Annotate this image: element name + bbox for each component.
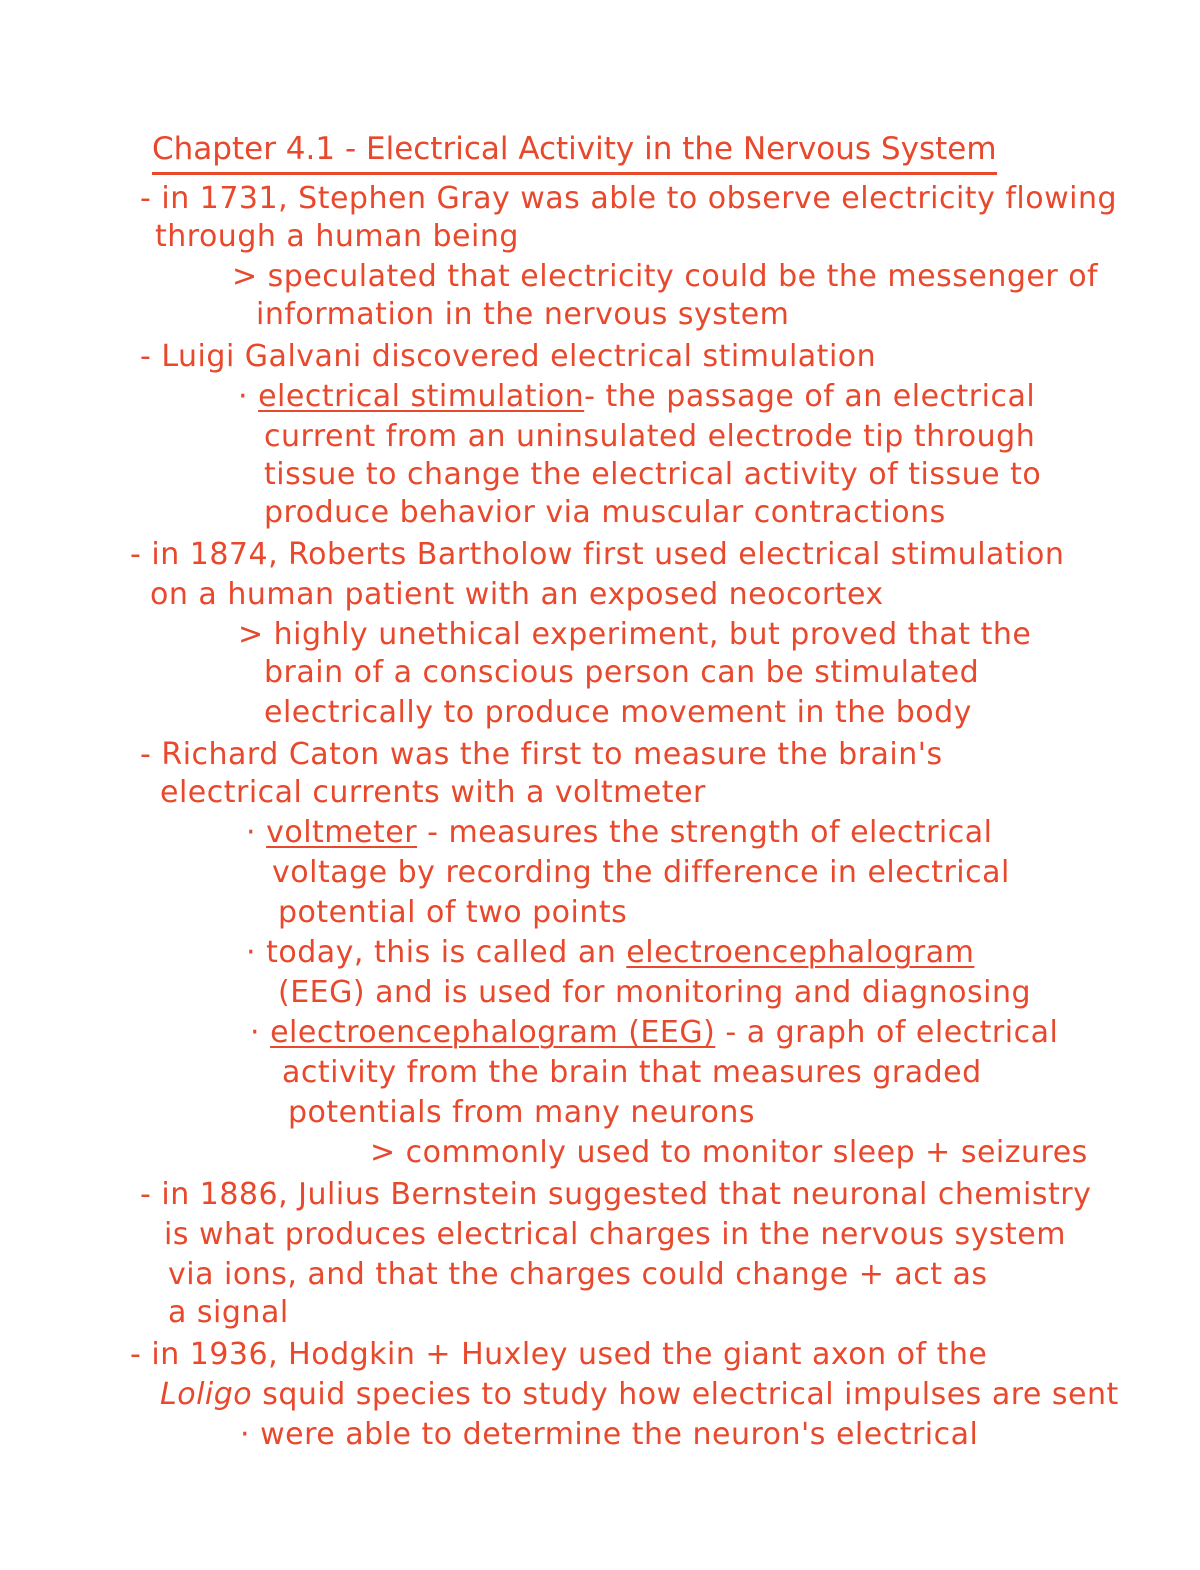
note-caton-line2: electrical currents with a voltmeter — [160, 775, 706, 810]
note-eeg-def2: activity from the brain that measures graded — [282, 1055, 982, 1090]
note-gray-line1: - in 1731, Stephen Gray was able to observe electricity flowing — [140, 181, 1118, 216]
note-hodgkin-sub — [240, 1416, 978, 1454]
definition-text: - measures the strength of electrical — [427, 815, 993, 850]
note-bernstein-line2: is what produces electrical charges in the nervous system — [164, 1217, 1066, 1252]
note-caton-line1: - Richard Caton was the first to measure the brain's — [140, 737, 943, 772]
note-gray-sub2: information in the nervous system — [256, 297, 790, 332]
note-eeg-sub: > commonly used to monitor sleep + seizures — [370, 1135, 1088, 1170]
note-bartholow-line2: on a human patient with an exposed neocortex — [150, 577, 884, 612]
note-gray-sub1: > speculated that electricity could be the messenger of — [232, 259, 1099, 294]
note-gray-line2: through a human being — [155, 219, 519, 254]
hodgkin-line2-text: squid species to study how electrical impulses are sent — [262, 1377, 1119, 1412]
note-galvani-line1: - Luigi Galvani discovered electrical stimulation — [140, 339, 877, 374]
note-voltmeter-def2: voltage by recording the difference in electrical — [272, 855, 1010, 890]
species-name: Loligo — [160, 1377, 253, 1412]
term-electrical-stimulation: electrical stimulation — [258, 379, 585, 414]
note-voltmeter-def3: potential of two points — [278, 895, 628, 930]
note-galvani-def1 — [238, 378, 1035, 416]
note-today — [246, 934, 974, 972]
note-eeg-def3: potentials from many neurons — [288, 1095, 756, 1130]
note-galvani-def4: produce behavior via muscular contractions — [264, 495, 946, 530]
note-hodgkin-line2 — [160, 1376, 1119, 1414]
bullet: · — [240, 1417, 251, 1452]
term-eeg: electroencephalogram (EEG) — [270, 1015, 716, 1050]
note-bartholow-sub1: > highly unethical experiment, but proved that the — [238, 617, 1032, 652]
chapter-title: Chapter 4.1 - Electrical Activity in the Nervous System — [152, 128, 997, 175]
note-galvani-def3: tissue to change the electrical activity of tissue to — [264, 457, 1042, 492]
note-eeg-def1 — [250, 1014, 1058, 1052]
note-voltmeter-def1 — [246, 814, 992, 852]
note-bartholow-sub2: brain of a conscious person can be stimulated — [264, 655, 980, 690]
note-bernstein-line3: via ions, and that the charges could change + act as — [168, 1257, 988, 1292]
definition-text: - the passage of an electrical — [584, 379, 1036, 414]
today-text: today, this is called an — [266, 935, 617, 970]
note-bernstein-line4: a signal — [168, 1295, 289, 1330]
bullet: · — [246, 815, 257, 850]
bullet: · — [246, 935, 257, 970]
term-electroencephalogram: electroencephalogram — [626, 935, 975, 970]
note-bartholow-line1: - in 1874, Roberts Bartholow first used electrical stimulation — [130, 537, 1065, 572]
note-galvani-def2: current from an uninsulated electrode tip through — [264, 419, 1036, 454]
definition-text: - a graph of electrical — [725, 1015, 1059, 1050]
note-hodgkin-line1: - in 1936, Hodgkin + Huxley used the giant axon of the — [130, 1337, 988, 1372]
note-bernstein-line1: - in 1886, Julius Bernstein suggested that neuronal chemistry — [140, 1177, 1092, 1212]
note-today-line2: (EEG) and is used for monitoring and diagnosing — [278, 975, 1032, 1010]
hodgkin-sub-text: were able to determine the neuron's electrical — [260, 1417, 979, 1452]
bullet: · — [250, 1015, 261, 1050]
term-voltmeter: voltmeter — [266, 815, 418, 850]
bullet: · — [238, 379, 249, 414]
note-bartholow-sub3: electrically to produce movement in the body — [264, 695, 972, 730]
